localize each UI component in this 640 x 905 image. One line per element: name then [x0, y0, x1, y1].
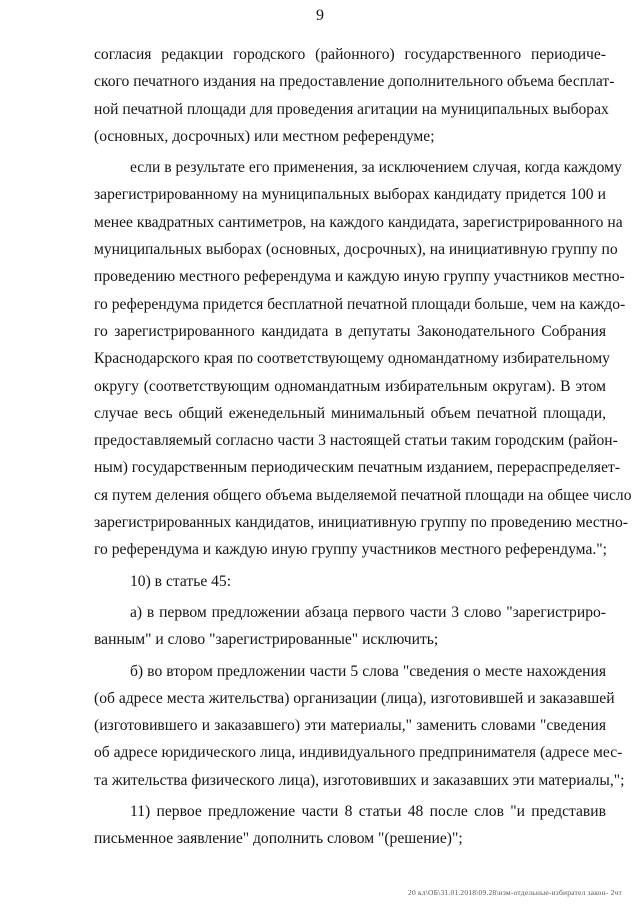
paragraph-item-11 — [94, 798, 606, 853]
text-line: муниципальных выборах (основных, досрочных), на инициативную группу по — [94, 241, 618, 259]
text-line: ной печатной площади для проведения агитации на муниципальных выборах — [94, 100, 609, 118]
text-line: ского печатного издания на предоставление дополнительного объема бесплат- — [94, 73, 615, 91]
text-line: (основных, досрочных) или местном референдуме; — [94, 127, 435, 145]
text-line: ся путем деления общего объема выделяемой печатной площади на общее число — [94, 486, 632, 504]
text-line: зарегистрированному на муниципальных выборах кандидату придется 100 и — [94, 186, 606, 204]
text-line: округу (соответствующим одномандатным избирательным округам). В этом — [94, 377, 606, 395]
text-line: (изготовившего и заказавшего) эти материалы," заменить словами "сведения — [94, 717, 606, 735]
text-line: го референдума придется бесплатной печатной площади больше, чем на каждо- — [94, 295, 626, 313]
paragraph-item-10 — [94, 568, 606, 595]
text-line: зарегистрированных кандидатов, инициативную группу по проведению местно- — [94, 514, 628, 532]
text-line: 11) первое предложение части 8 статьи 48 после слов "и представив — [130, 803, 606, 821]
paragraph-item-10a — [94, 599, 606, 654]
document-body — [94, 41, 632, 857]
text-line: го референдума и каждую иную группу участников местного референдума."; — [94, 541, 607, 559]
page-number: 9 — [316, 7, 324, 24]
text-line: если в результате его применения, за исключением случая, когда каждому — [130, 159, 622, 177]
text-line: а) в первом предложении абзаца первого части 3 слово "зарегистриро- — [130, 603, 606, 621]
text-line: ванным" и слово "зарегистрированные" исключить; — [94, 631, 439, 649]
text-line: случае весь общий еженедельный минимальный объем печатной площади, — [94, 404, 606, 422]
text-line: ным) государственным периодическим печатным изданием, перераспределяет- — [94, 459, 621, 477]
document-footer-path: 20 кл\ОБ\31.01.2018\09.28\изм-отдельные-избирател закон- 2чт — [408, 888, 622, 897]
text-line: предоставляемый согласно части 3 настоящей статьи таким городским (район- — [94, 432, 618, 450]
text-line: 10) в статье 45: — [130, 572, 232, 590]
text-line: письменное заявление" дополнить словом "(решение)"; — [94, 830, 463, 848]
paragraph-item-10b — [94, 658, 625, 794]
text-line: менее квадратных сантиметров, на каждого кандидата, зарегистрированного на — [94, 213, 623, 231]
text-line: проведению местного референдума и каждую иную группу участников местно- — [94, 268, 625, 286]
paragraph-consent — [94, 41, 615, 150]
text-line: б) во втором предложении части 5 слова "сведения о месте нахождения — [130, 662, 606, 680]
text-line: согласия редакции городского (районного) государственного периодиче- — [94, 46, 606, 63]
text-line: та жительства физического лица), изготовивших и заказавших эти материалы,"; — [94, 771, 625, 789]
text-line: Краснодарского края по соответствующему одномандатному избирательному — [94, 350, 610, 368]
text-line: (об адресе места жительства) организации (лица), изготовившей и заказавшей — [94, 689, 615, 707]
text-line: го зарегистрированного кандидата в депутаты Законодательного Собрания — [94, 322, 606, 340]
text-line: об адресе юридического лица, индивидуального предпринимателя (адресе мес- — [94, 744, 623, 762]
paragraph-condition — [94, 154, 632, 563]
